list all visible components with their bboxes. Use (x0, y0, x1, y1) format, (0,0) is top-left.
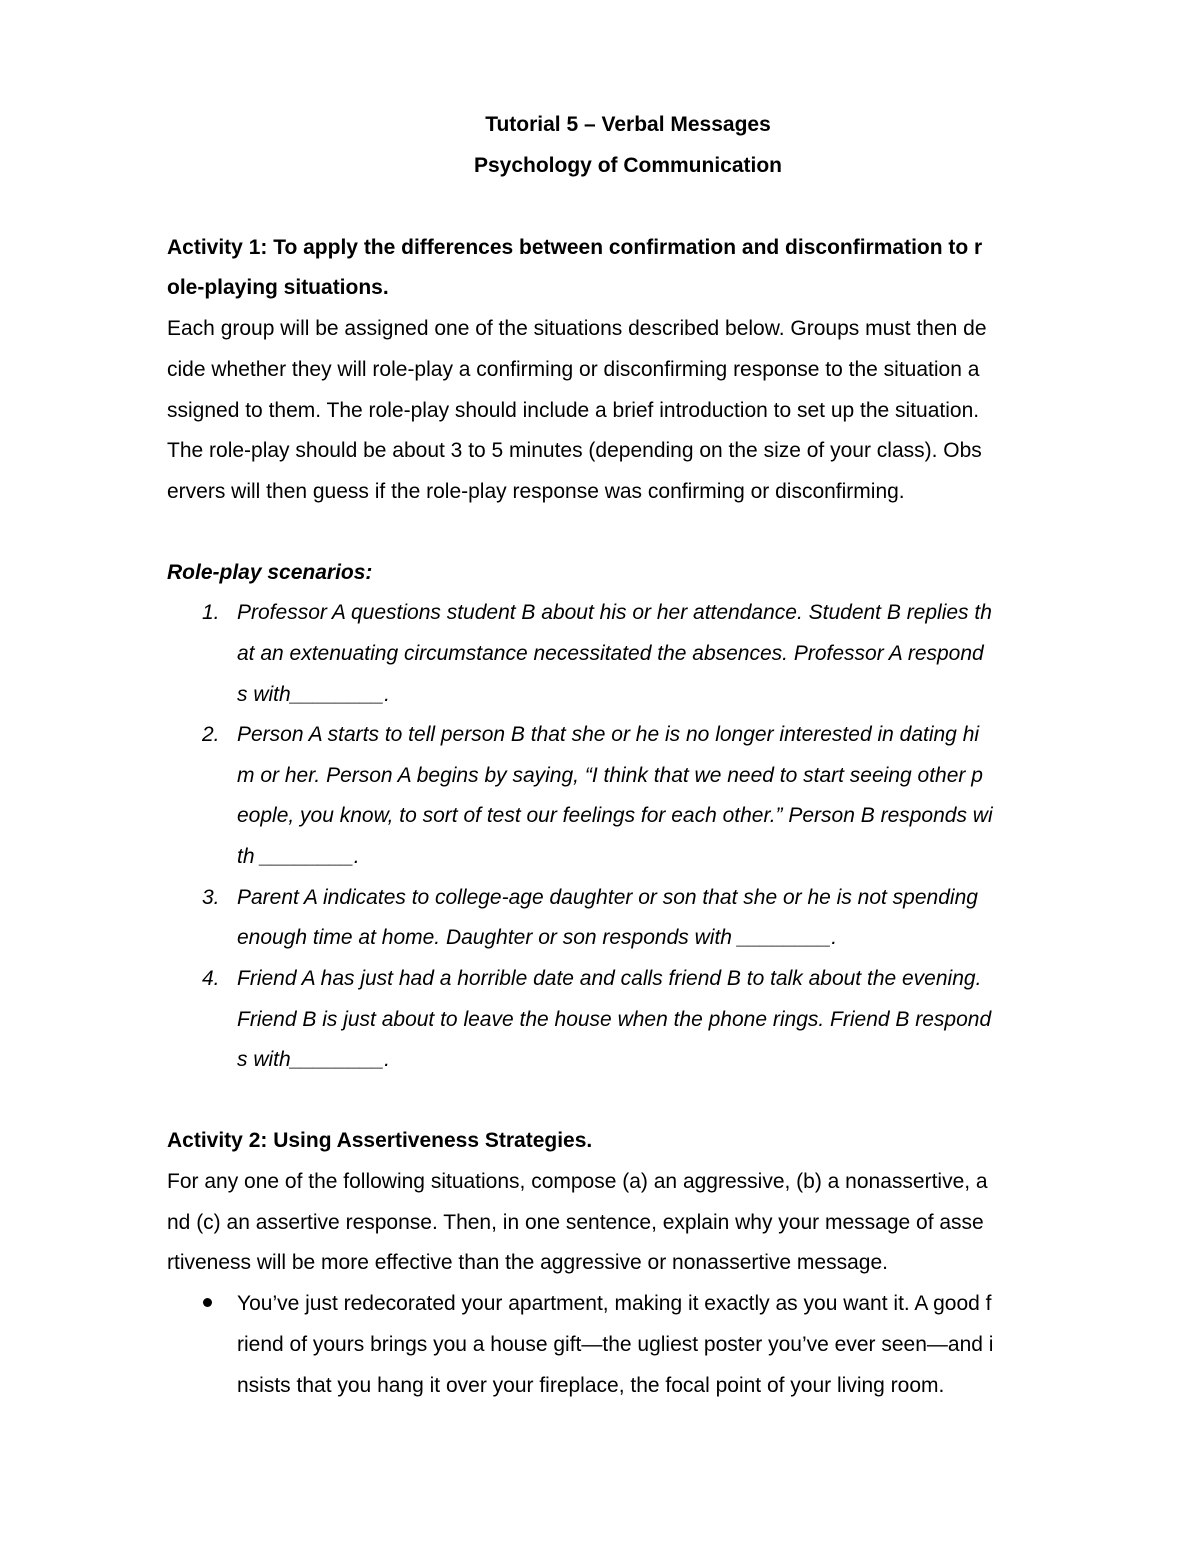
scenario-line: m or her. Person A begins by saying, “I think that we need to start seeing other p (237, 764, 983, 787)
scenario-line: Person A starts to tell person B that she or he is no longer interested in dating hi (237, 723, 980, 746)
scenario-line: at an extenuating circumstance necessitated the absences. Professor A respond (237, 642, 984, 665)
scenario-line: s with________. (237, 1048, 390, 1071)
scenario-number: 4. (202, 967, 220, 990)
activity1-body-line: ervers will then guess if the role-play response was confirming or disconfirming. (167, 480, 905, 503)
activity1-body-line: The role-play should be about 3 to 5 minutes (depending on the size of your class). Obs (167, 439, 982, 462)
scenario-number: 3. (202, 886, 220, 909)
bullet-icon (203, 1298, 212, 1307)
bullet-line: You’ve just redecorated your apartment, making it exactly as you want it. A good f (237, 1292, 992, 1315)
scenario-line: Professor A questions student B about his or her attendance. Student B replies th (237, 601, 992, 624)
activity2-body-line: For any one of the following situations, compose (a) an aggressive, (b) a nonassertive, a (167, 1170, 988, 1193)
activity2-heading: Activity 2: Using Assertiveness Strategies. (167, 1129, 593, 1152)
activity1-heading-line: Activity 1: To apply the differences between confirmation and disconfirmation to r (167, 236, 983, 259)
activity1-heading-line: ole-playing situations. (167, 276, 389, 299)
activity1-body-line: ssigned to them. The role-play should include a brief introduction to set up the situation. (167, 399, 980, 422)
scenario-line: enough time at home. Daughter or son responds with ________. (237, 926, 838, 949)
scenario-line: Friend B is just about to leave the house when the phone rings. Friend B respond (237, 1008, 992, 1031)
scenarios-heading: Role-play scenarios: (167, 561, 373, 584)
scenario-line: Friend A has just had a horrible date and calls friend B to talk about the evening. (237, 967, 982, 990)
scenario-line: s with________. (237, 683, 390, 706)
scenario-number: 2. (202, 723, 220, 746)
scenario-line: eople, you know, to sort of test our feelings for each other.” Person B responds wi (237, 804, 993, 827)
activity2-body-line: rtiveness will be more effective than the aggressive or nonassertive message. (167, 1251, 888, 1274)
document-subtitle: Psychology of Communication (473, 154, 783, 177)
document-title: Tutorial 5 – Verbal Messages (485, 113, 771, 136)
activity2-body-line: nd (c) an assertive response. Then, in one sentence, explain why your message of asse (167, 1211, 984, 1234)
scenario-line: th ________. (237, 845, 360, 868)
bullet-line: nsists that you hang it over your fireplace, the focal point of your living room. (237, 1374, 945, 1397)
scenario-number: 1. (202, 601, 220, 624)
scenario-line: Parent A indicates to college-age daughter or son that she or he is not spending (237, 886, 978, 909)
bullet-line: riend of yours brings you a house gift—the ugliest poster you’ve ever seen—and i (237, 1333, 994, 1356)
activity1-body-line: Each group will be assigned one of the situations described below. Groups must then de (167, 317, 987, 340)
activity1-body-line: cide whether they will role-play a confirming or disconfirming response to the situation a (167, 358, 980, 381)
